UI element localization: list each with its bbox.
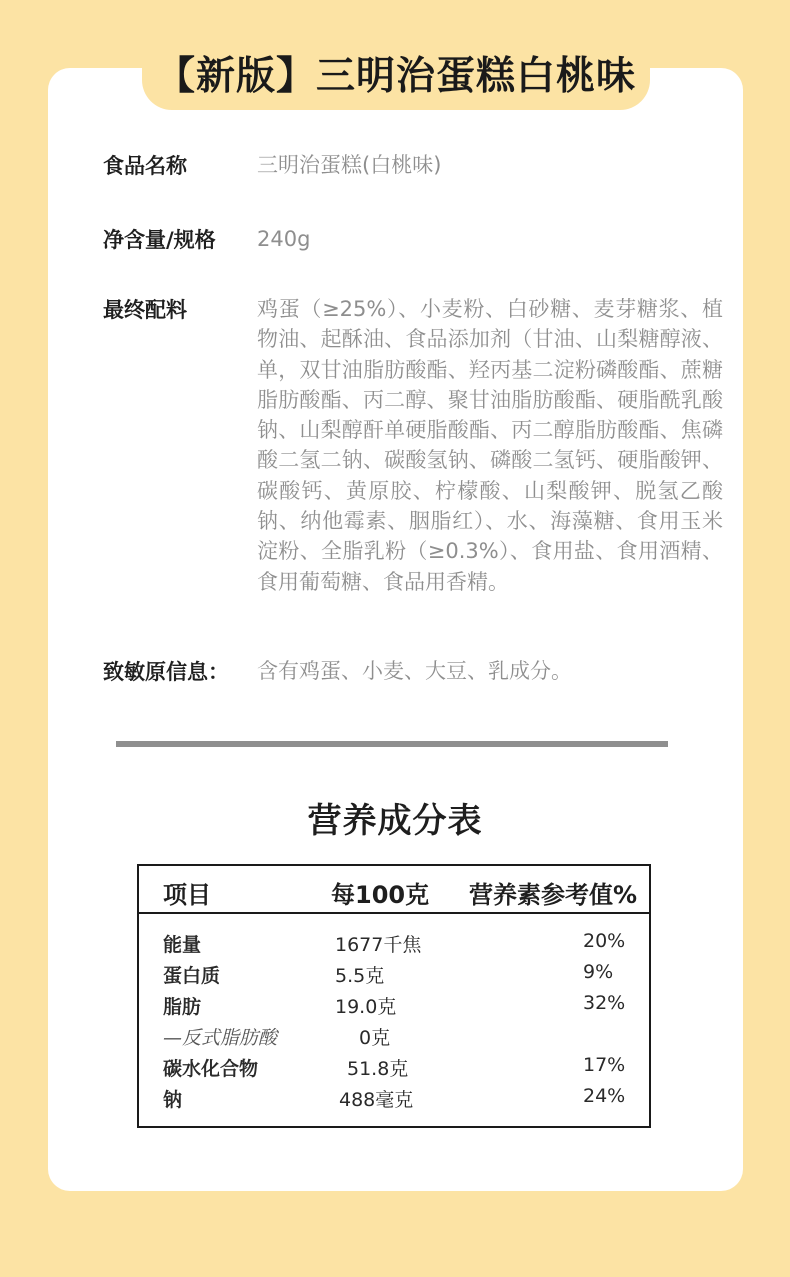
table-row [139,961,649,991]
nutrient-per100: 1677千焦 [335,934,422,956]
title-tab [142,36,650,110]
table-row [139,1085,649,1115]
nutrient-name: 能量 [163,934,202,956]
ingredients-value: 鸡蛋（≥25%）、小麦粉、白砂糖、麦芽糖浆、植物油、起酥油、食品添加剂（甘油、山梨糖醇液、单，双甘油脂肪酸酯、羟丙基二淀粉磷酸酯、蔗糖脂肪酸酯、丙二醇、聚甘油脂肪酸酯、硬脂酰乳酸钠、山梨醇酐单硬脂酸酯、丙二醇脂肪酸酯、焦磷酸二氢二钠、碳酸氢钠、磷酸二氢钙、硬脂酸钾、碳酸钙、黄原胶、柠檬酸、山梨酸钾、脱氢乙酸钠、纳他霉素、胭脂红）、水、海藻糖、食用玉米淀粉、全脂乳粉（≥0.3%）、食用盐、食用酒精、食用葡萄糖、食品用香精。 [257,297,723,594]
header-nrv: 营养素参考值% [469,881,638,909]
nutrient-per100: 5.5克 [335,965,385,987]
page-title: 【新版】三明治蛋糕白桃味 [155,54,636,99]
nutrient-name: 钠 [163,1089,183,1111]
nutrient-name: —反式脂肪酸 [163,1027,278,1049]
nutrient-name: 碳水化合物 [163,1058,259,1080]
table-row [139,1023,649,1053]
net-content-value: 240g [257,227,311,251]
nutrient-per100: 19.0克 [335,996,397,1018]
table-row [139,1054,649,1084]
food-name-label: 食品名称 [103,154,187,178]
header-per100: 每100克 [331,881,430,909]
nutrition-table [137,864,651,1128]
nutrient-nrv: 24% [583,1085,626,1107]
nutrient-nrv: 9% [583,961,614,983]
table-row [139,930,649,960]
food-name-value: 三明治蛋糕(白桃味) [257,153,442,177]
nutrient-name: 脂肪 [163,996,202,1018]
nutrient-nrv: 20% [583,930,626,952]
nutrient-nrv: 32% [583,992,626,1014]
header-item: 项目 [163,881,211,909]
table-row [139,992,649,1022]
allergens-label: 致敏原信息： [103,660,229,684]
nutrient-per100: 0克 [359,1027,391,1049]
nutrient-nrv: 17% [583,1054,626,1076]
section-divider [116,741,668,747]
nutrition-table-title: 营养成分表 [307,801,483,841]
nutrition-table-header [139,866,649,914]
ingredients-label: 最终配料 [103,298,187,322]
net-content-label: 净含量/规格 [103,228,216,252]
nutrient-per100: 51.8克 [347,1058,409,1080]
nutrient-per100: 488毫克 [339,1089,414,1111]
nutrient-name: 蛋白质 [163,965,221,987]
allergens-value: 含有鸡蛋、小麦、大豆、乳成分。 [257,659,572,683]
